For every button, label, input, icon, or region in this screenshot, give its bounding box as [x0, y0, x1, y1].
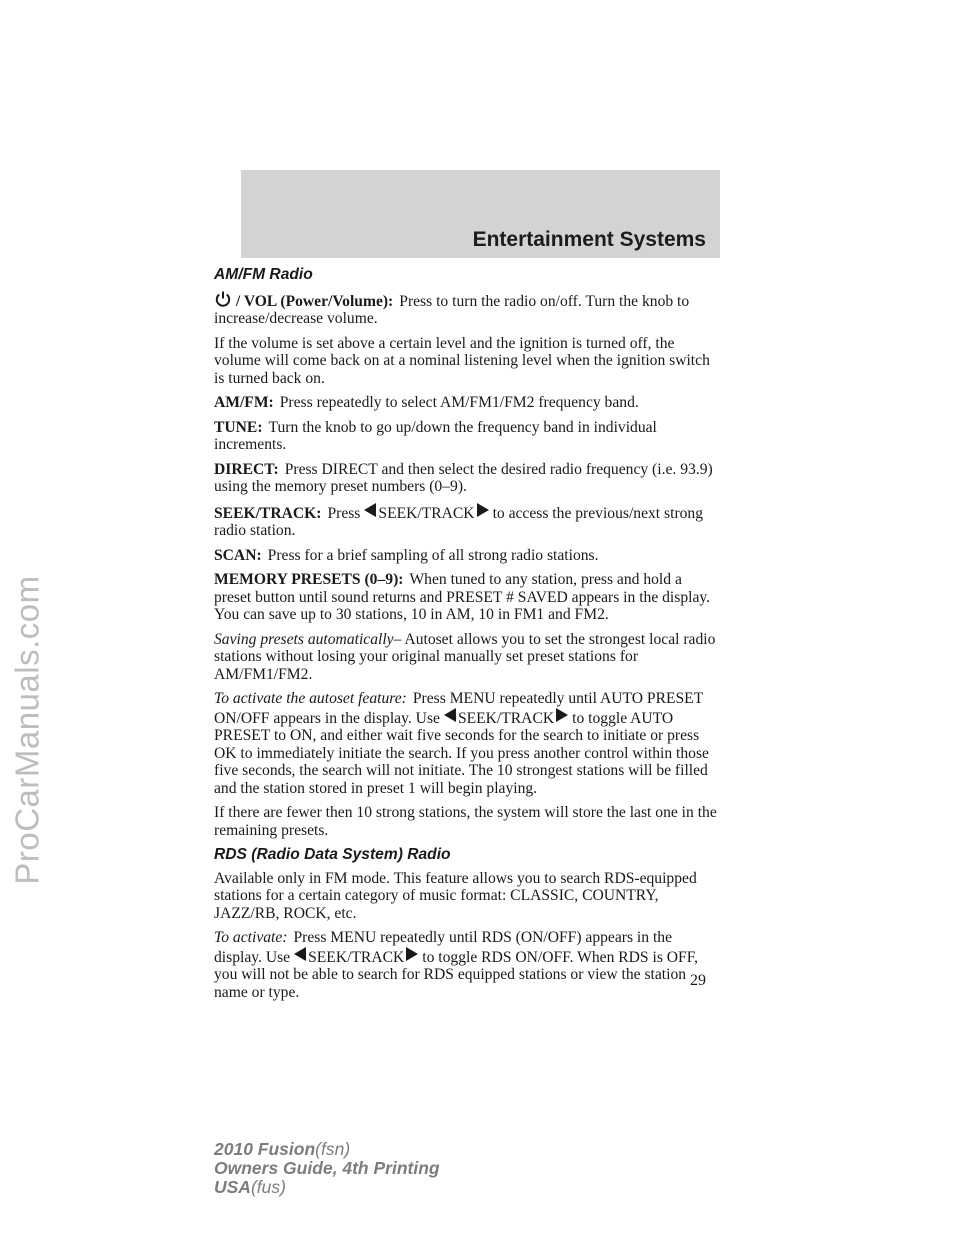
page-content: [214, 266, 722, 1008]
activate-autoset-term: To activate the autoset feature:: [214, 690, 407, 707]
tune-term: TUNE:: [214, 418, 263, 436]
seek-press: Press: [327, 504, 361, 522]
fewer-stations-paragraph: If there are fewer then 10 strong stations, the system will store the last one in the remaining presets.: [214, 804, 717, 839]
footer-region: USA: [214, 1177, 251, 1197]
activate-autoset-text1: Press MENU repeatedly until AUTO PRESET ON/OFF appears in the display. Use: [214, 690, 703, 727]
autoset-text: – Autoset allows you to set the strongest local radio stations without losing your original manually set preset stations for AM/FM1/FM2.: [214, 630, 716, 683]
activate-autoset-text2: to toggle AUTO PRESET to ON, and either wait five seconds for the search to initiate or press OK to immediately initiate the search. If you press another control within those five seconds, the search will not initiate. The 10 strongest stations will be filled and the station stored in preset 1 will begin playing.: [214, 709, 709, 797]
seek-forward-icon: [406, 947, 418, 961]
scan-term: SCAN:: [214, 546, 262, 564]
seek-back-icon: [364, 503, 376, 517]
presets-paragraph: [214, 571, 722, 624]
footer-line-1: [214, 1140, 440, 1159]
vol-text: Press to turn the radio on/off. Turn the knob to increase/decrease volume.: [214, 292, 690, 327]
footer-line-2: Owners Guide, 4th Printing: [214, 1158, 440, 1178]
footer: [214, 1140, 440, 1197]
scan-paragraph: [214, 547, 722, 565]
footer-line-3: [214, 1178, 440, 1197]
page-number: 29: [690, 972, 706, 989]
presets-text: When tuned to any station, press and hold a preset button until sound returns and PRESET # SAVED appears in the display. You can save up to 30 stations, 10 in AM, 10 in FM1 and FM2.: [214, 571, 711, 623]
autoset-term: Saving presets automatically: [214, 630, 394, 648]
footer-model-code: (fsn): [315, 1139, 351, 1159]
volume-note: If the volume is set above a certain level and the ignition is turned off, the volume will come back on at a nominal listening level when the ignition switch is turned back on.: [214, 334, 710, 387]
watermark-text: ProCarManuals.com: [9, 575, 46, 885]
seek-text: to access the previous/next strong radio station.: [214, 504, 704, 539]
seek-paragraph: [214, 503, 722, 540]
amfm-text: Press repeatedly to select AM/FM1/FM2 frequency band.: [279, 394, 639, 411]
tune-paragraph: [214, 419, 722, 454]
rds-heading: RDS (Radio Data System) Radio: [214, 846, 451, 863]
watermark: [6, 270, 50, 1190]
section-header-title: Entertainment Systems: [472, 228, 706, 251]
direct-paragraph: [214, 461, 722, 496]
seek-forward-icon: [556, 708, 568, 722]
tune-text: Turn the knob to go up/down the frequency band in individual increments.: [214, 418, 657, 453]
rds-activate-seek: SEEK/TRACK: [308, 948, 405, 966]
seek-forward-icon: [477, 503, 489, 517]
seek-label: SEEK/TRACK: [378, 504, 475, 522]
rds-activate-text1: Press MENU repeatedly until RDS (ON/OFF) appears in the display. Use: [214, 929, 673, 966]
activate-autoset-seek: SEEK/TRACK: [457, 709, 555, 727]
vol-term: / VOL (Power/Volume):: [235, 292, 394, 310]
power-volume-paragraph: [214, 290, 722, 328]
seek-term: SEEK/TRACK:: [214, 504, 322, 522]
rds-activate-term: To activate:: [214, 929, 288, 946]
autoset-paragraph: [214, 631, 722, 684]
rds-activate-text2: to toggle RDS ON/OFF. When RDS is OFF, you will not be able to search for RDS equipped stations or view the station name or type.: [214, 948, 699, 1001]
scan-text: Press for a brief sampling of all strong radio stations.: [267, 546, 599, 564]
rds-activate-paragraph: [214, 929, 722, 1001]
amfm-term: AM/FM:: [214, 394, 274, 411]
presets-term: MEMORY PRESETS (0–9):: [214, 571, 404, 588]
activate-autoset-paragraph: [214, 690, 722, 797]
footer-region-code: (fus): [250, 1177, 286, 1197]
direct-term: DIRECT:: [214, 460, 279, 478]
rds-intro: Available only in FM mode. This feature allows you to search RDS-equipped stations for a certain category of music format: CLASSIC, COUNTRY, JAZZ/RB, ROCK, etc.: [214, 869, 697, 922]
amfm-paragraph: [214, 394, 722, 412]
am-fm-heading: AM/FM Radio: [214, 266, 313, 283]
footer-model: 2010 Fusion: [214, 1139, 316, 1159]
seek-back-icon: [294, 947, 306, 961]
power-icon: [214, 290, 232, 308]
section-header-box: [241, 170, 720, 258]
seek-back-icon: [444, 708, 456, 722]
direct-text: Press DIRECT and then select the desired radio frequency (i.e. 93.9) using the memory preset numbers (0–9).: [214, 460, 713, 495]
